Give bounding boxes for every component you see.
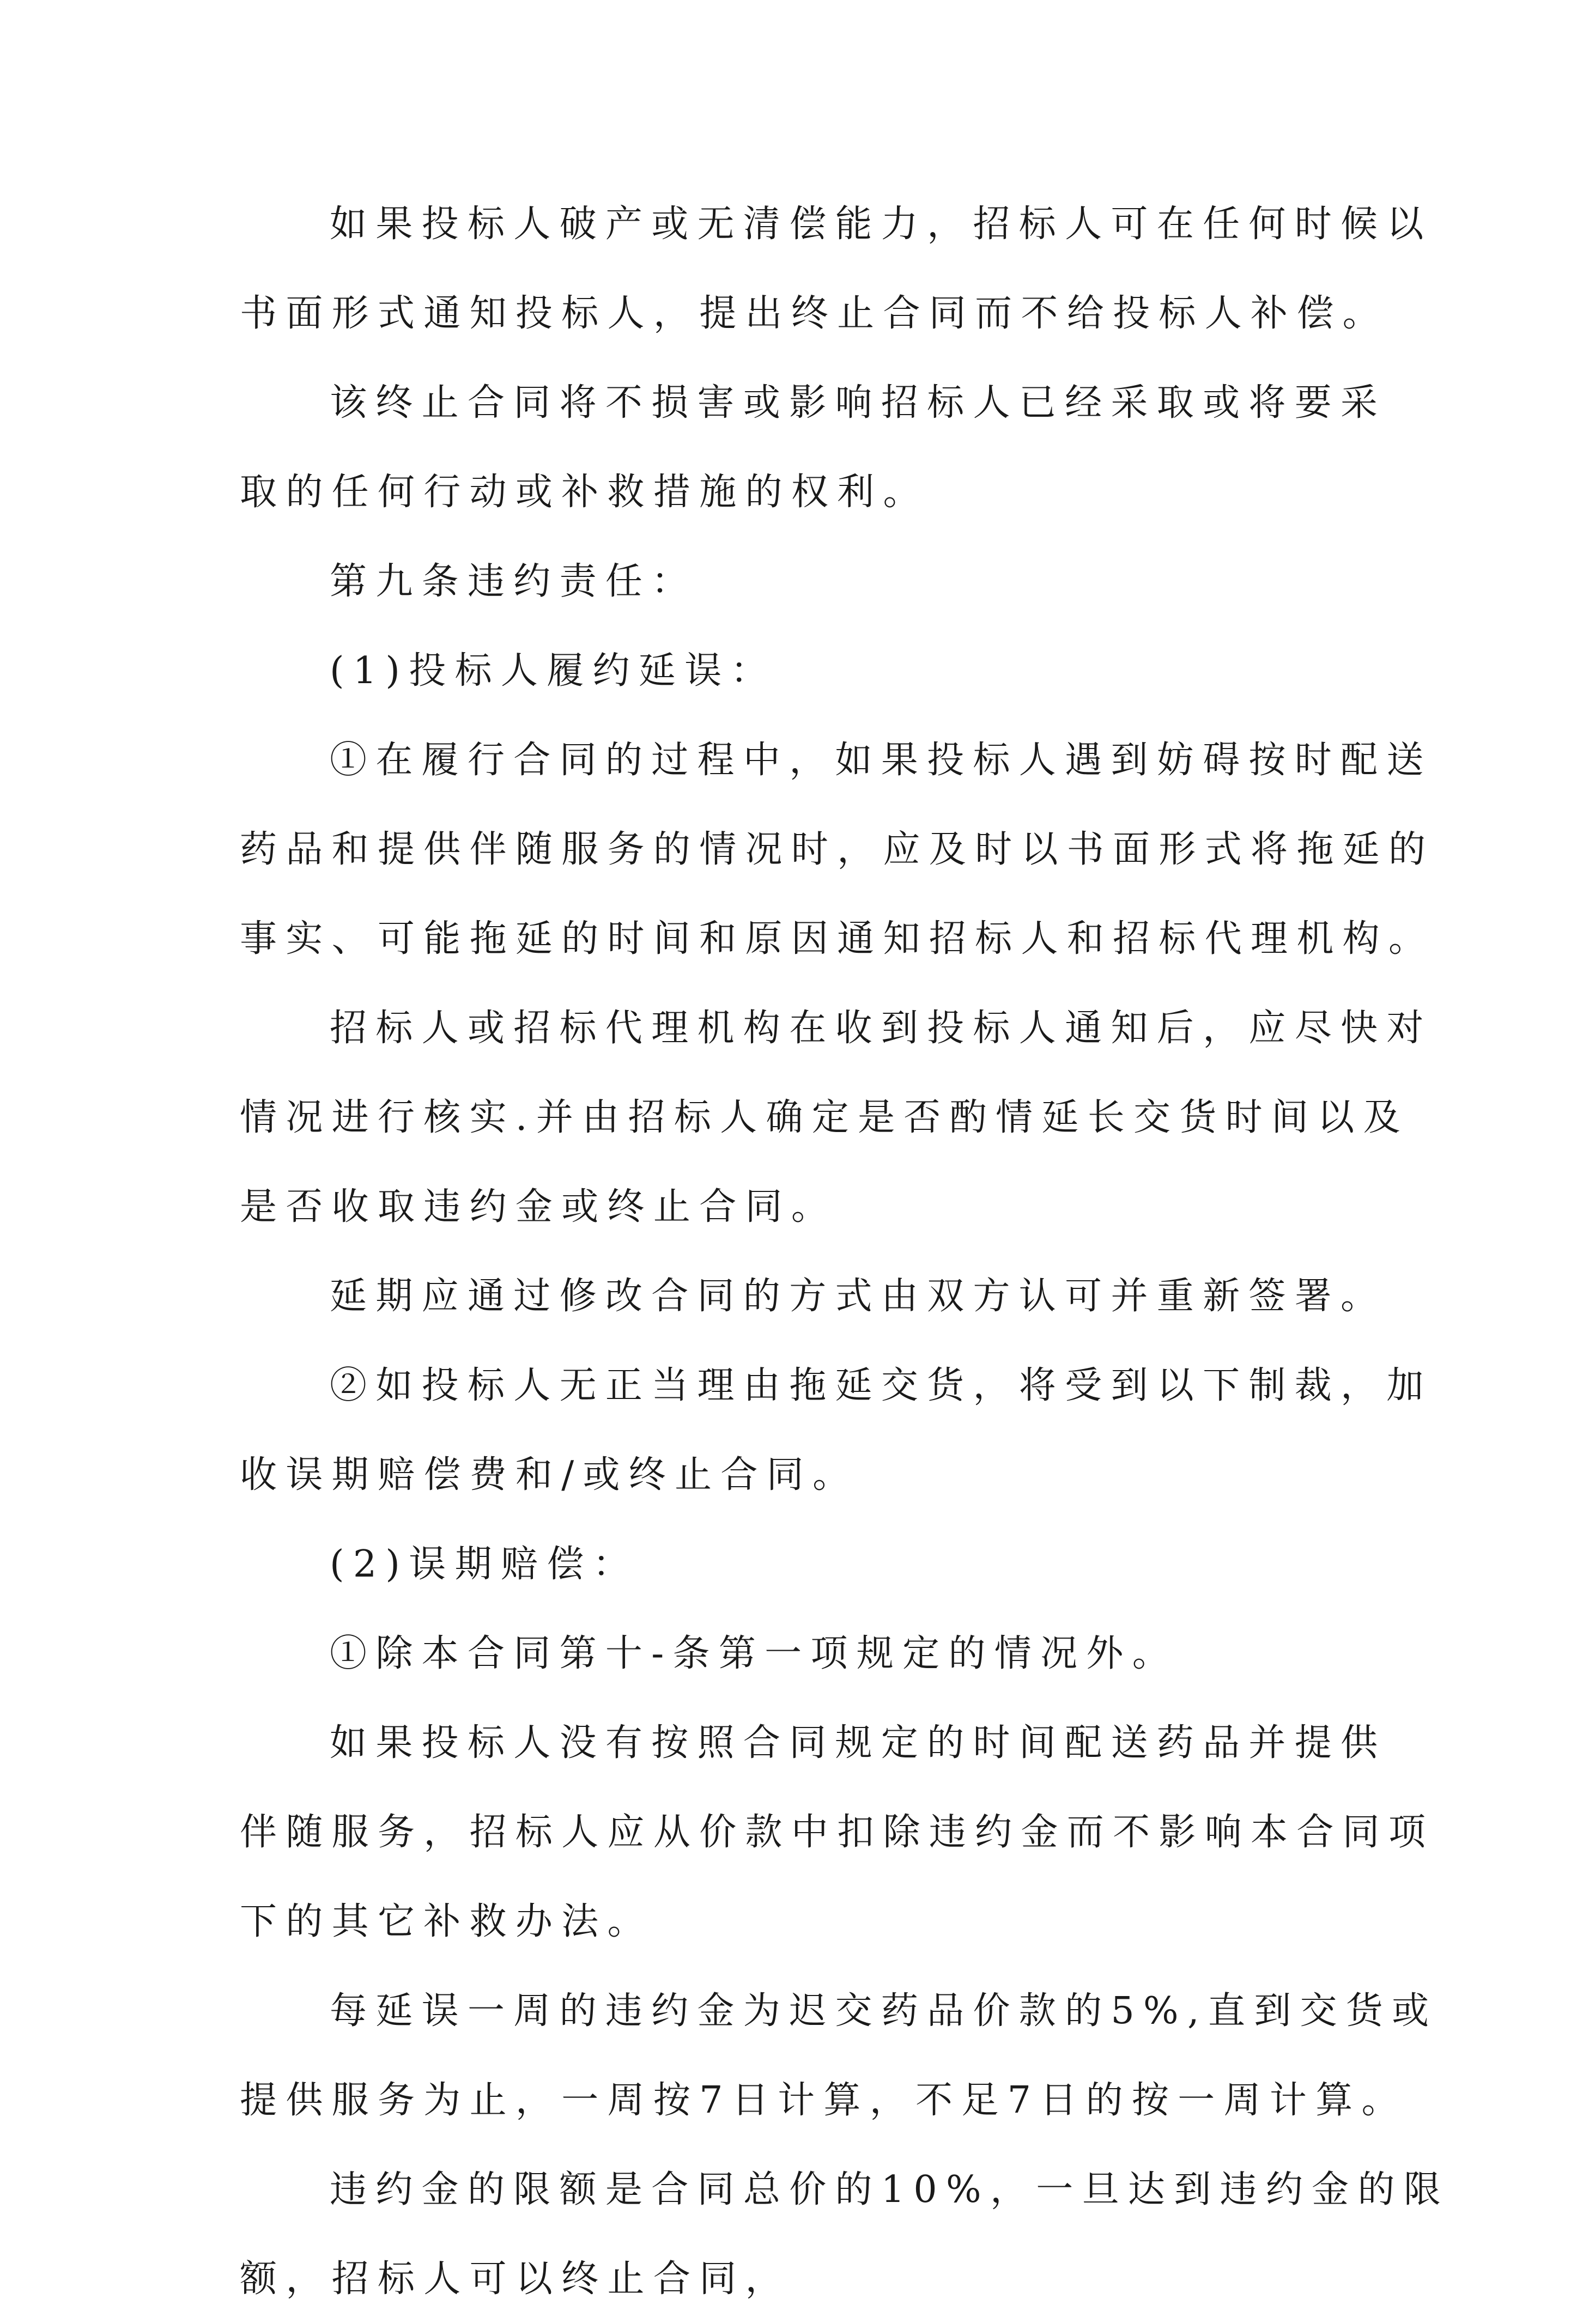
subsection-heading: (1)投标人履约延误：: [330, 649, 777, 692]
text-line: ①在履行合同的过程中，如果投标人遇到妨碍按时配送: [330, 739, 1433, 782]
text-line: 延期应通过修改合同的方式由双方认可并重新签署。: [330, 1275, 1387, 1318]
subsection-heading: (2)误期赔偿：: [330, 1543, 639, 1586]
text-line: 提供服务为止，一周按7日计算，不足7日的按一周计算。: [240, 2079, 1408, 2122]
text-line: 是否收取违约金或终止合同。: [240, 1185, 838, 1228]
text-line: ②如投标人无正当理由拖延交货，将受到以下制裁，加: [330, 1364, 1433, 1407]
text-line: 如果投标人破产或无清偿能力，招标人可在任何时候以: [330, 203, 1433, 246]
text-line: 伴随服务，招标人应从价款中扣除违约金而不影响本合同项: [240, 1811, 1435, 1854]
text-line: 违约金的限额是合同总价的10%，一旦达到违约金的限: [330, 2168, 1450, 2211]
text-line: 下的其它补救办法。: [240, 1900, 653, 1943]
section-heading: 第九条违约责任：: [330, 560, 697, 603]
text-line: 药品和提供伴随服务的情况时，应及时以书面形式将拖延的: [240, 828, 1435, 871]
text-line: 每延误一周的违约金为迟交药品价款的5%,直到交货或: [330, 1990, 1438, 2033]
text-line: 书面形式通知投标人，提出终止合同而不给投标人补偿。: [240, 292, 1389, 335]
document-body: [240, 180, 1450, 2324]
text-line: 事实、可能拖延的时间和原因通知招标人和招标代理机构。: [240, 917, 1435, 960]
text-line: 额，招标人可以终止合同，: [240, 2258, 791, 2301]
text-line: ①除本合同第十-条第一项规定的情况外。: [330, 1632, 1179, 1675]
text-line: 该终止合同将不损害或影响招标人已经采取或将要采: [330, 381, 1387, 424]
text-line: 如果投标人没有按照合同规定的时间配送药品并提供: [330, 1721, 1387, 1765]
text-line: 招标人或招标代理机构在收到投标人通知后，应尽快对: [330, 1007, 1433, 1050]
text-line: 取的任何行动或补救措施的权利。: [240, 471, 929, 514]
text-line: 情况进行核实.并由招标人确定是否酌情延长交货时间以及: [240, 1096, 1409, 1139]
text-line: 收误期赔偿费和/或终止合同。: [240, 1453, 859, 1496]
